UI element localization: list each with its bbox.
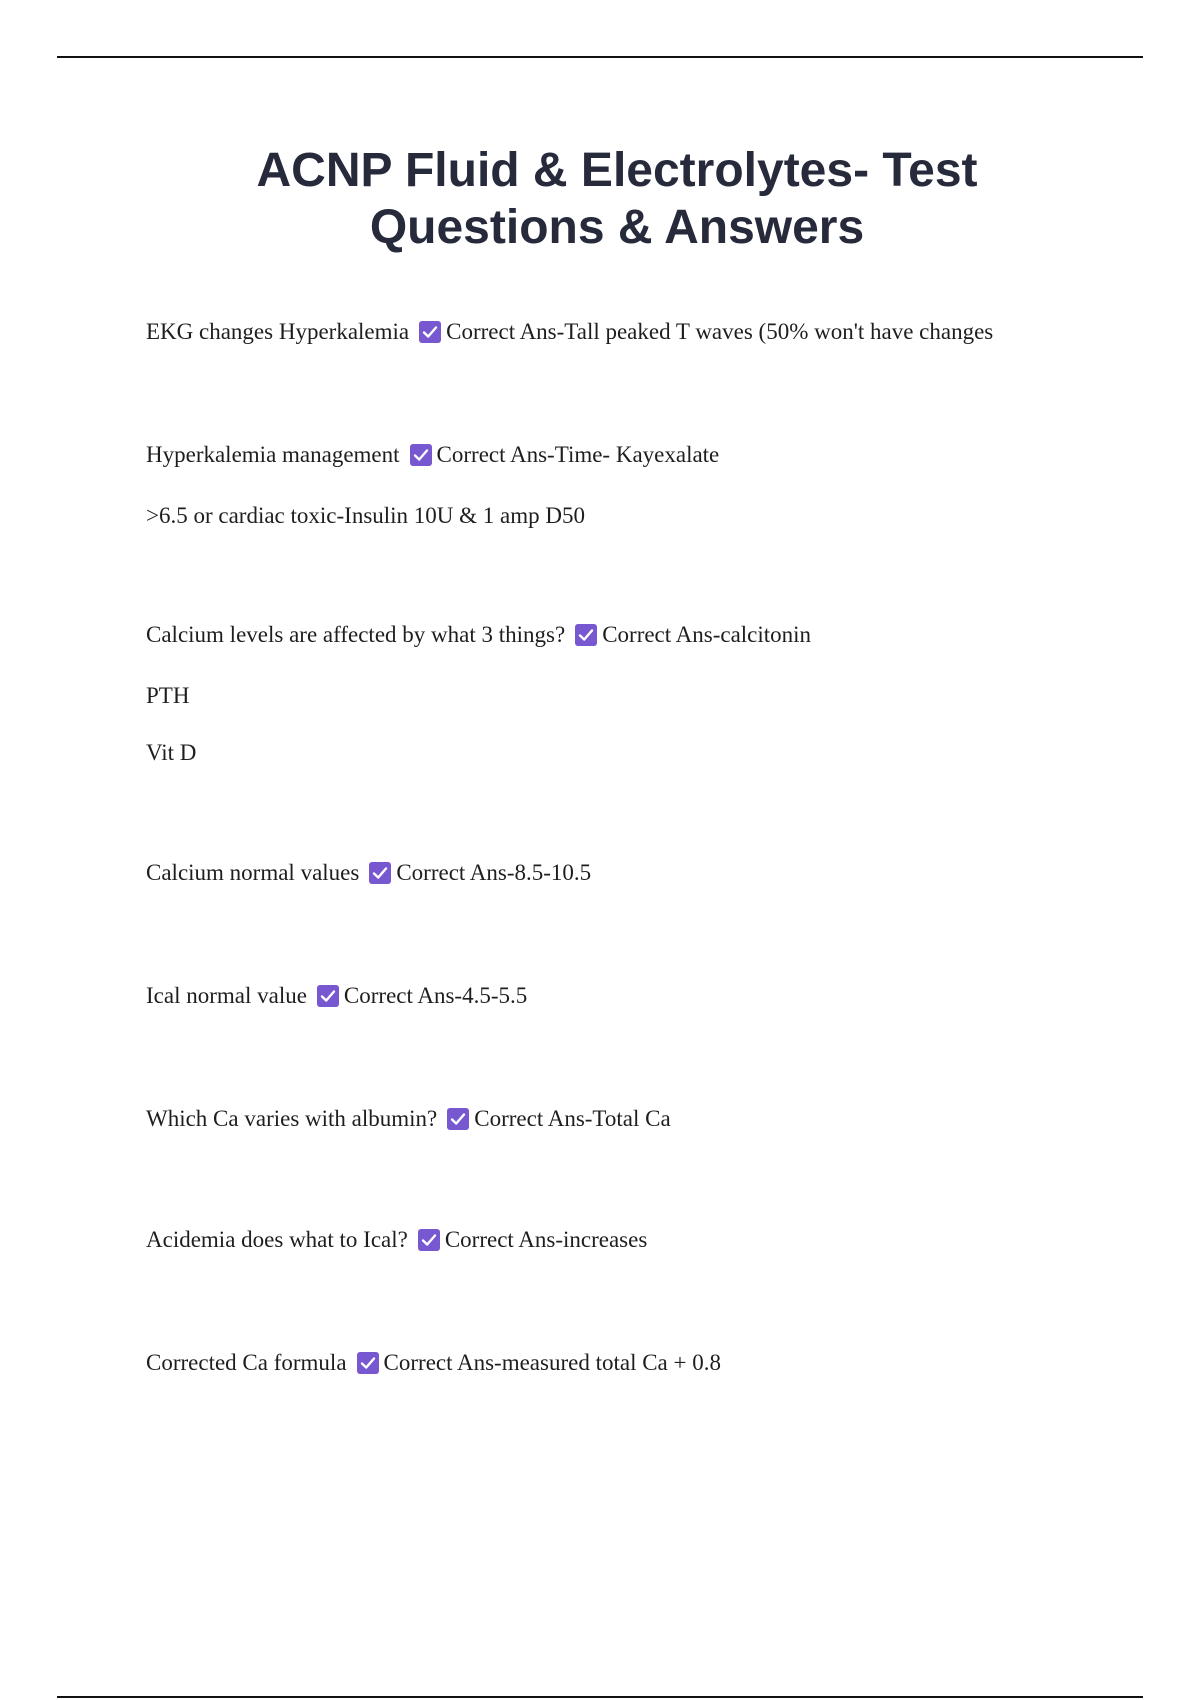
bottom-divider — [57, 1696, 1143, 1698]
question-text: Calcium levels are affected by what 3 things? — [146, 622, 566, 647]
question-text: Calcium normal values — [146, 860, 360, 885]
answer-text: Correct Ans-calcitonin — [602, 622, 812, 647]
check-square-icon — [317, 985, 339, 1007]
question-text: EKG changes Hyperkalemia — [146, 319, 410, 344]
question-text: Acidemia does what to Ical? — [146, 1227, 408, 1252]
answer-continuation — [146, 502, 585, 530]
check-square-icon — [369, 862, 391, 884]
answer-text: Correct Ans-4.5-5.5 — [343, 983, 528, 1008]
answer-continuation-text: >6.5 or cardiac toxic-Insulin 10U & 1 amp D50 — [146, 503, 586, 528]
qa-item-6 — [146, 1105, 671, 1133]
top-divider — [57, 56, 1143, 58]
qa-item-5 — [146, 982, 527, 1010]
answer-text: Correct Ans-Time- Kayexalate — [436, 442, 720, 467]
qa-item-7 — [146, 1226, 647, 1254]
answer-continuation — [146, 682, 189, 710]
check-square-icon — [410, 444, 432, 466]
check-square-icon — [419, 321, 441, 343]
answer-text: Correct Ans-increases — [444, 1227, 648, 1252]
answer-text: Correct Ans-measured total Ca + 0.8 — [383, 1350, 721, 1375]
qa-item-8 — [146, 1349, 721, 1377]
check-square-icon — [447, 1108, 469, 1130]
qa-item-2 — [146, 441, 719, 469]
title-line-1: ACNP Fluid & Electrolytes- Test — [256, 144, 978, 197]
qa-item-1 — [146, 318, 993, 346]
answer-text: Correct Ans-8.5-10.5 — [396, 860, 592, 885]
answer-text: Correct Ans-Tall peaked T waves (50% won't have changes — [446, 319, 994, 344]
question-text: Ical normal value — [146, 983, 307, 1008]
page-title — [145, 142, 1089, 256]
answer-continuation-text: Vit D — [146, 740, 197, 765]
qa-item-3 — [146, 621, 811, 649]
answer-text: Correct Ans-Total Ca — [474, 1106, 671, 1131]
title-line-2: Questions & Answers — [369, 201, 865, 254]
question-text: Which Ca varies with albumin? — [146, 1106, 438, 1131]
answer-continuation — [146, 739, 196, 767]
check-square-icon — [418, 1229, 440, 1251]
answer-continuation-text: PTH — [146, 683, 190, 708]
qa-item-4 — [146, 859, 591, 887]
check-square-icon — [357, 1352, 379, 1374]
check-square-icon — [575, 624, 597, 646]
question-text: Corrected Ca formula — [146, 1350, 347, 1375]
question-text: Hyperkalemia management — [146, 442, 400, 467]
